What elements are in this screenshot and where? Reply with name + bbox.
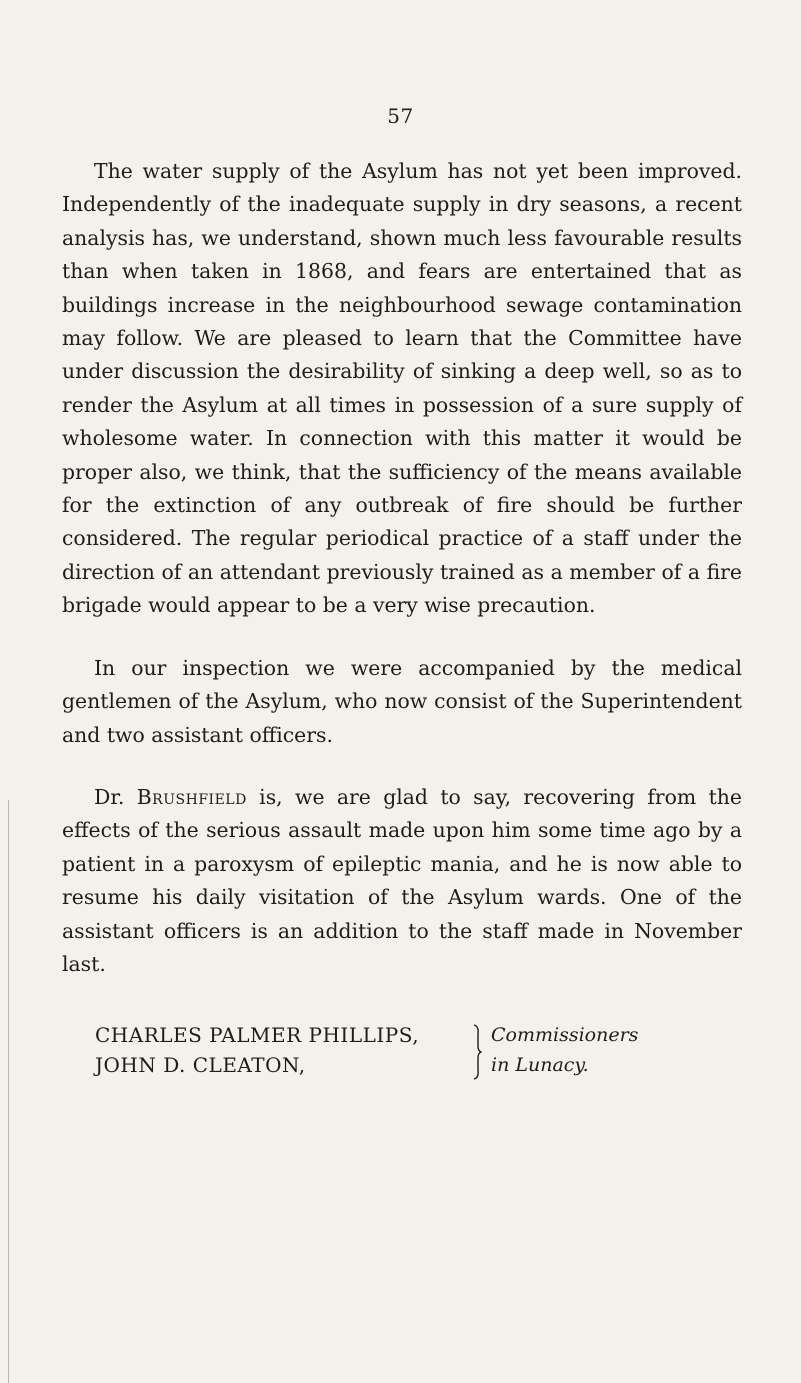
signatory-name: CHARLES PALMER PHILLIPS, (95, 1023, 420, 1047)
signatory-name: JOHN D. CLEATON, (95, 1053, 306, 1077)
page-edge-shadow (8, 800, 9, 1383)
body-text (62, 155, 742, 981)
paragraph-inspection: In our inspection we were accompanied by the medical gentlemen of the Asylum, who now consist of the Superintendent and two assistant officers. (62, 655, 742, 747)
paragraph-body: is, we are glad to say, recovering from the effects of the serious assault made upon him some time ago by a patient in a paroxysm of epileptic mania, and he is now able to resume his daily visitation of the Asylum wards. One of the assistant officers is an addition to the staff made in November last. (62, 784, 742, 976)
paragraph-water-supply: The water supply of the Asylum has not yet been improved. Independently of the inadequate supply in dry seasons, a recent analysis has, we understand, shown much less favourable results than when taken in 1868, and fears are entertained that as buildings increase in the neighbourhood sewage contamination may follow. We are pleased to learn that the Committee have under discussion the desirability of sinking a deep well, so as to render the Asylum at all times in possession of a sure supply of wholesome water. In connection with this matter it would be proper also, we think, that the sufficiency of the means available for the extinction of any outbreak of fire should be further considered. The regular periodical practice of a staff under the direction of an attendant previously trained as a member of a fire brigade would appear to be a very wise precaution. (62, 159, 742, 618)
signatory-title-line: in Lunacy. (491, 1054, 589, 1076)
paragraph-brushfield (62, 781, 742, 981)
signatory-title-line: Commissioners (491, 1024, 639, 1046)
signatory-title (491, 1020, 638, 1080)
brace-icon (472, 1024, 482, 1080)
page-number: 57 (387, 104, 414, 128)
paragraph-prefix: Dr. (94, 784, 137, 809)
signatory-names (95, 1020, 419, 1080)
person-name: Brushfield (136, 784, 247, 809)
